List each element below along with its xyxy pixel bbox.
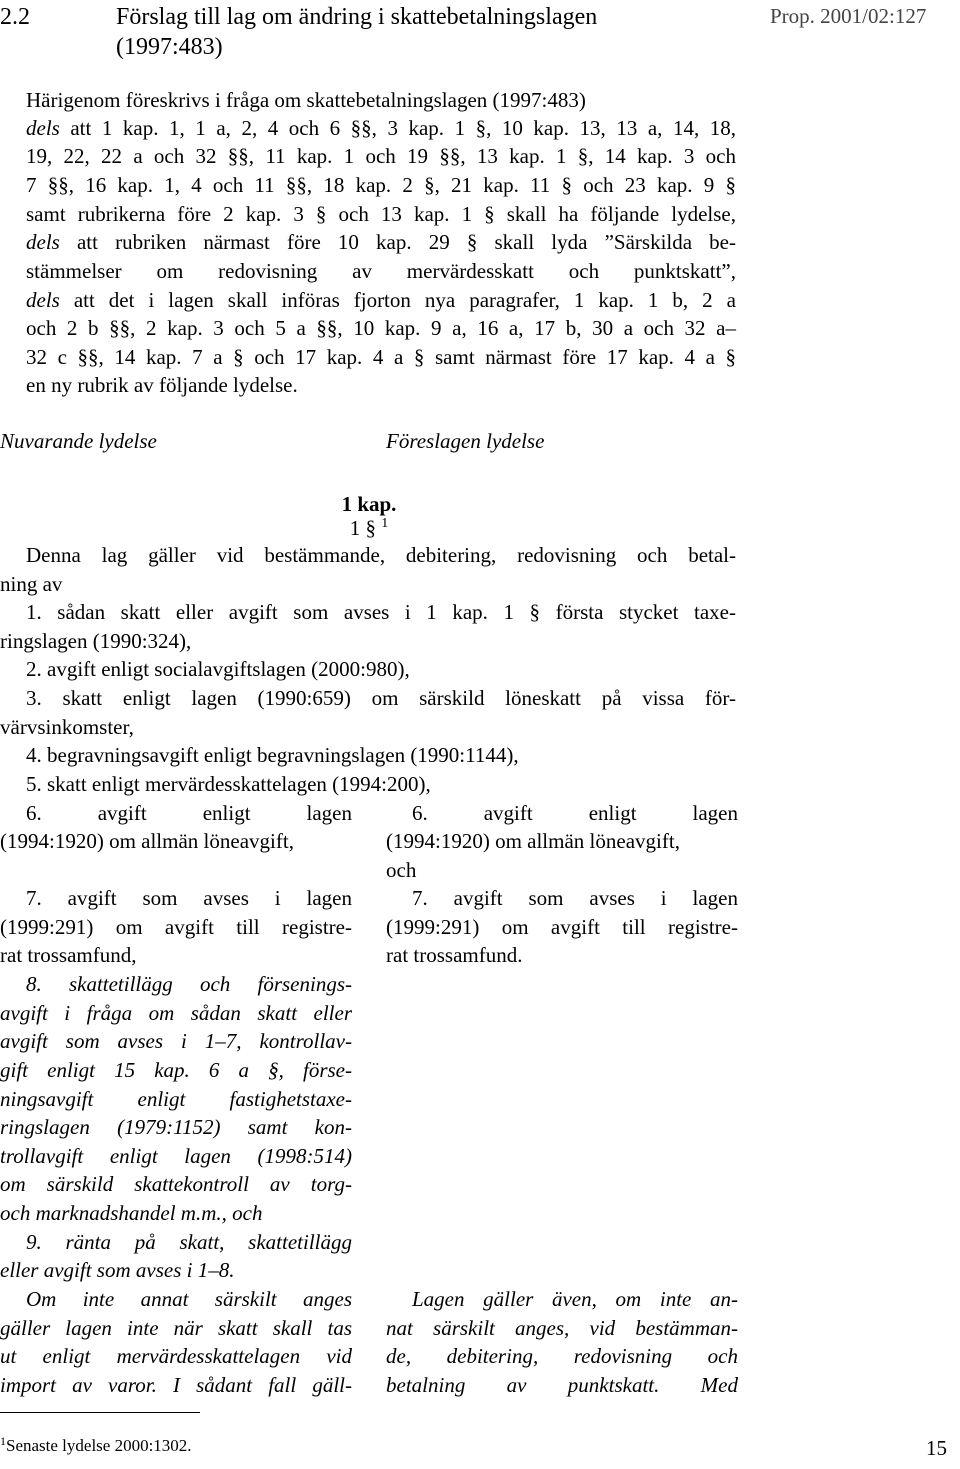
left-line: (1999:291) om avgift till registre-	[0, 915, 352, 939]
current-wording-heading: Nuvarande lydelse	[0, 429, 157, 453]
left-line: ut enligt mervärdesskattelagen vid	[0, 1344, 352, 1368]
left-line: 7. avgift som avses i lagen	[26, 886, 352, 910]
body-line: ning av	[0, 572, 63, 596]
right-line: Lagen gäller även, om inte an-	[412, 1287, 738, 1311]
intro-line: 7 §§, 16 kap. 1, 4 och 11 §§, 18 kap. 2 §, 21 kap. 11 § och 23 kap. 9 §	[26, 173, 736, 197]
left-line: gift enligt 15 kap. 6 a §, förse-	[0, 1058, 352, 1082]
left-line: rat trossamfund,	[0, 943, 137, 967]
list-item: 1. sådan skatt eller avgift som avses i 1 kap. 1 § första stycket taxe-	[26, 600, 736, 624]
right-line: betalning av punktskatt. Med	[386, 1373, 738, 1397]
dels-word: dels	[26, 230, 60, 254]
proposed-wording-heading: Föreslagen lydelse	[386, 429, 545, 453]
right-line: och	[386, 858, 417, 882]
intro-line: Härigenom föreskrivs i fråga om skattebetalningslagen (1997:483)	[26, 88, 586, 112]
intro-line: dels att det i lagen skall införas fjorton nya paragrafer, 1 kap. 1 b, 2 a	[26, 288, 736, 312]
left-line: och marknadshandel m.m., och	[0, 1201, 263, 1225]
footnote	[0, 1435, 192, 1457]
dels-word: dels	[26, 116, 60, 140]
list-item-continuation: ringslagen (1990:324),	[0, 629, 192, 653]
left-line: om särskild skattekontroll av torg-	[0, 1172, 352, 1196]
intro-line: en ny rubrik av följande lydelse.	[26, 373, 298, 397]
intro-line: stämmelser om redovisning av mervärdesskatt och punktskatt”,	[26, 259, 736, 283]
footnote-divider	[0, 1412, 200, 1413]
right-line: 7. avgift som avses i lagen	[412, 886, 738, 910]
list-item: 4. begravningsavgift enligt begravningslagen (1990:1144),	[26, 743, 519, 767]
right-line: 6. avgift enligt lagen	[412, 801, 738, 825]
right-line: (1999:291) om avgift till registre-	[386, 915, 738, 939]
intro-line: 32 c §§, 14 kap. 7 a § och 17 kap. 4 a § samt närmast före 17 kap. 4 a §	[26, 345, 736, 369]
intro-line: dels att 1 kap. 1, 1 a, 2, 4 och 6 §§, 3 kap. 1 §, 10 kap. 13, 13 a, 14, 18,	[26, 116, 736, 140]
left-line: avgift som avses i 1–7, kontrollav-	[0, 1029, 352, 1053]
left-line: ningsavgift enligt fastighetstaxe-	[0, 1087, 352, 1111]
chapter-title: 1 kap.	[341, 492, 397, 516]
dels-word: dels	[26, 288, 60, 312]
intro-line: dels att rubriken närmast före 10 kap. 29 § skall lyda ”Särskilda be-	[26, 230, 736, 254]
right-line: rat trossamfund.	[386, 943, 523, 967]
intro-line: och 2 b §§, 2 kap. 3 och 5 a §§, 10 kap. 9 a, 16 a, 17 b, 30 a och 32 a–	[26, 316, 736, 340]
left-line: Om inte annat särskilt anges	[26, 1287, 352, 1311]
right-line: nat särskilt anges, vid bestämman-	[386, 1316, 738, 1340]
list-item: 5. skatt enligt mervärdesskattelagen (1994:200),	[26, 772, 431, 796]
list-item: 2. avgift enligt socialavgiftslagen (2000:980),	[26, 657, 410, 681]
left-line: avgift i fråga om sådan skatt eller	[0, 1001, 352, 1025]
intro-line: samt rubrikerna före 2 kap. 3 § och 13 kap. 1 § skall ha följande lydelse,	[26, 202, 736, 226]
footnote-reference: 1	[381, 516, 389, 531]
body-line: Denna lag gäller vid bestämmande, debitering, redovisning och betal-	[26, 543, 736, 567]
intro-line: 19, 22, 22 a och 32 §§, 11 kap. 1 och 19 §§, 13 kap. 1 §, 14 kap. 3 och	[26, 144, 736, 168]
left-line: gäller lagen inte när skatt skall tas	[0, 1316, 352, 1340]
section-title-line1: Förslag till lag om ändring i skattebetalningslagen	[116, 4, 598, 30]
left-line: ringslagen (1979:1152) samt kon-	[0, 1115, 352, 1139]
list-item: 3. skatt enligt lagen (1990:659) om särskild löneskatt på vissa för-	[26, 686, 736, 710]
proposition-number: Prop. 2001/02:127	[770, 4, 927, 28]
paragraph-heading: 1 § $^1$	[349, 516, 389, 540]
left-line: eller avgift som avses i 1–8.	[0, 1258, 235, 1282]
page-number: 15	[926, 1436, 947, 1460]
footnote-number: 1	[0, 1434, 6, 1448]
list-item-continuation: värvsinkomster,	[0, 715, 134, 739]
section-number: 2.2	[0, 4, 30, 30]
left-line: import av varor. I sådant fall gäll-	[0, 1373, 352, 1397]
right-line: (1994:1920) om allmän löneavgift,	[386, 829, 680, 853]
footnote-text: Senaste lydelse 2000:1302.	[6, 1436, 192, 1455]
left-line: 6. avgift enligt lagen	[26, 801, 352, 825]
left-line: (1994:1920) om allmän löneavgift,	[0, 829, 294, 853]
right-line: de, debitering, redovisning och	[386, 1344, 738, 1368]
section-title-line2: (1997:483)	[116, 34, 223, 60]
left-line: trollavgift enligt lagen (1998:514)	[0, 1144, 352, 1168]
left-line: 8. skattetillägg och försenings-	[26, 972, 352, 996]
left-line: 9. ränta på skatt, skattetillägg	[26, 1230, 352, 1254]
